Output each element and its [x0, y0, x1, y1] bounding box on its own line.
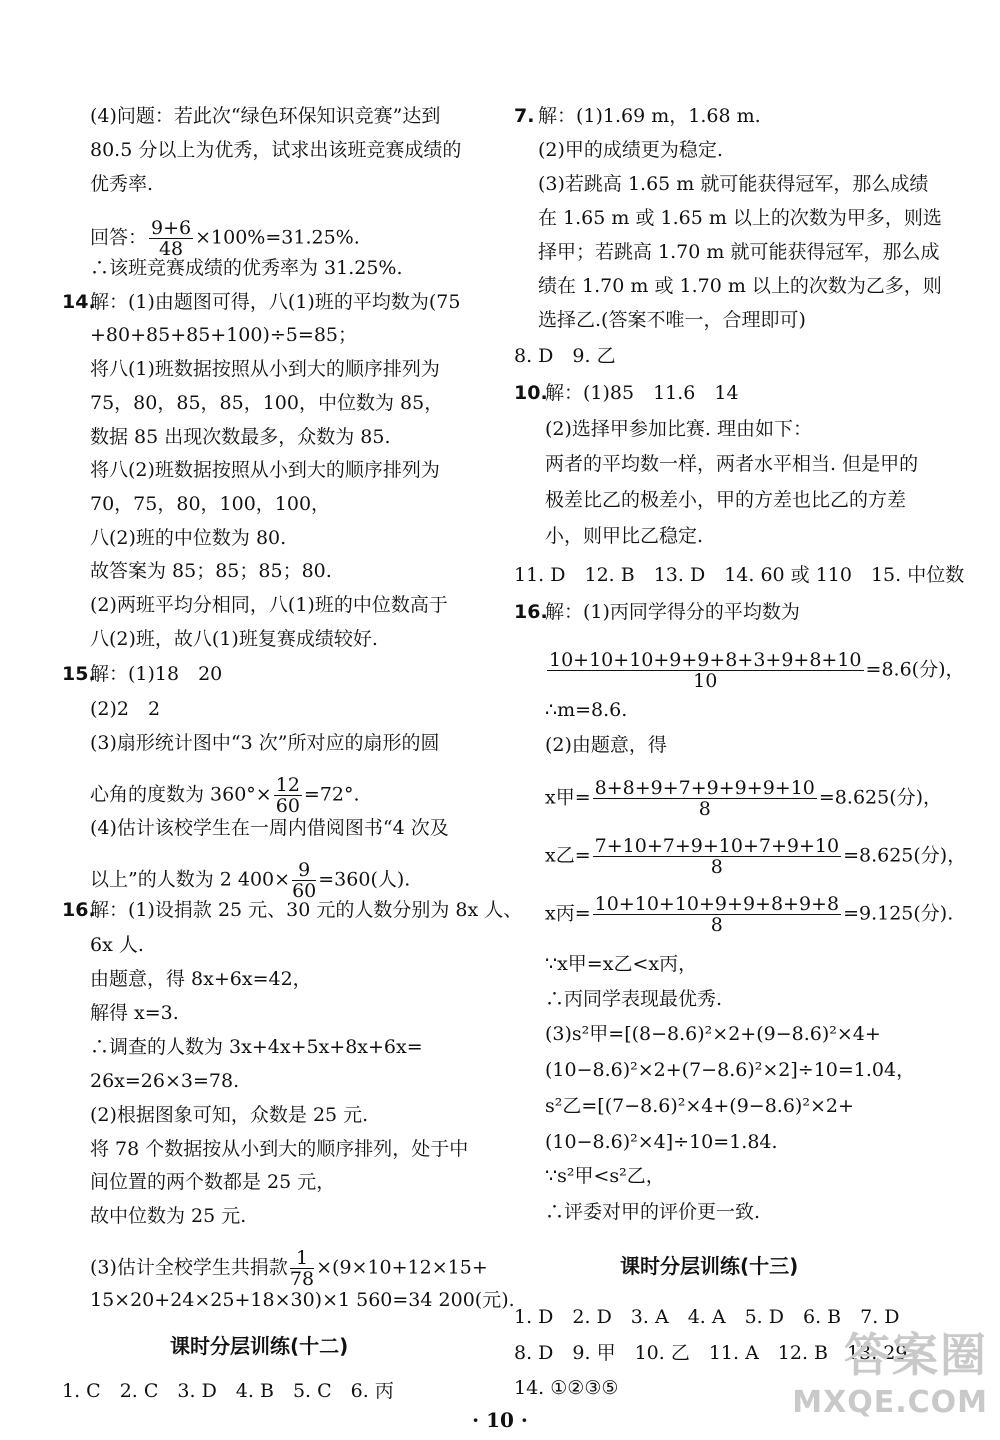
q14-line7: 70，75，80，100，100， [90, 493, 331, 515]
q16-bing-denominator: 8 [710, 914, 723, 936]
q16-line4: 解得 x=3. [90, 1002, 179, 1024]
q16-xbar-yi [545, 836, 966, 877]
section13-answers-row2: 8. D 9. 甲 10. 乙 11. A 12. B 13. 29 [514, 1342, 908, 1364]
q16-line1: 解：(1)丙同学得分的平均数为 [545, 601, 800, 623]
q16-line5: ∴丙同学表现最优秀. [545, 988, 723, 1010]
q13-part4-line3: 优秀率. [90, 173, 154, 195]
q15-line1: 解：(1)18 20 [90, 663, 223, 685]
q16-line9: (10−8.6)²×4]÷10=1.84. [545, 1131, 778, 1153]
q13-part4-line2: 80.5 分以上为优秀，试求出该班竞赛成绩的 [90, 139, 462, 161]
q15-angle-denominator: 60 [275, 795, 300, 817]
q10-line3: 两者的平均数一样，两者水平相当. 但是甲的 [545, 453, 919, 475]
q13-part4-line1: (4)问题：若此次“绿色环保知识竞赛”达到 [90, 105, 441, 127]
q8-9-answers: 8. D 9. 乙 [514, 345, 616, 367]
q15-number: 15. [62, 663, 96, 685]
q7-number: 7. [514, 105, 535, 127]
q15-angle-numerator: 12 [275, 774, 300, 796]
watermark-url: MXQE.COM [792, 1385, 988, 1420]
page-number: · 10 · [472, 1408, 528, 1432]
q16-line5: ∴调查的人数为 3x+4x+5x+8x+6x= [90, 1036, 423, 1058]
q15-count-result: =360(人). [318, 868, 411, 891]
q15-line6 [90, 860, 410, 901]
q16-mean-result: =8.6(分)， [865, 658, 965, 681]
q7-line6: 绩在 1.70 m 或 1.70 m 以上的次数为乙多，则 [538, 275, 942, 297]
q14-line6: 将八(2)班数据按照从小到大的顺序排列为 [90, 459, 440, 481]
q15-line5: (4)估计该校学生在一周内借阅图书“4 次及 [90, 817, 449, 839]
q15-line4 [90, 775, 360, 816]
q16-line7: (10−8.6)²×2+(7−8.6)²×2]÷10=1.04， [545, 1059, 916, 1081]
q7-line5: 择甲；若跳高 1.70 m 就可能获得冠军，那么成 [538, 241, 940, 263]
q14-line10: (2)两班平均分相同，八(1)班的中位数高于 [90, 594, 448, 616]
q16-line10: ∵s²甲<s²乙， [545, 1165, 665, 1187]
q16-xbar-bing [545, 894, 953, 935]
q15-angle-fraction [274, 775, 302, 816]
watermark-logo-text: 答案圈 [844, 1328, 988, 1382]
q15-line6-text: 以上”的人数为 2 400× [90, 868, 291, 891]
q16-jia-fraction [593, 778, 817, 819]
q14-line8: 八(2)班的中位数为 80. [90, 527, 287, 549]
q14-line3: 将八(1)班数据按照从小到大的顺序排列为 [90, 358, 440, 380]
q16-mean-fraction [547, 650, 864, 691]
section-title-13: 课时分层训练(十三) [620, 1254, 799, 1278]
q13-fraction-numerator: 9+6 [151, 217, 192, 239]
q13-fraction-denominator: 48 [158, 238, 184, 260]
section12-answers: 1. C 2. C 3. D 4. B 5. C 6. 丙 [62, 1380, 394, 1402]
section13-answers-row3: 14. ①②③⑤ [514, 1377, 619, 1399]
q15-count-fraction [292, 860, 316, 901]
q16-jia-denominator: 8 [698, 798, 711, 820]
q14-line5: 数据 85 出现次数最多，众数为 85. [90, 426, 391, 448]
q16-donation-fraction [290, 1248, 314, 1289]
q16-line2: 6x 人. [90, 934, 144, 956]
q16-yi-denominator: 8 [710, 856, 723, 878]
q14-line4: 75，80，85，85，100，中位数为 85， [90, 392, 444, 414]
section-title-12: 课时分层训练(十二) [170, 1334, 349, 1358]
section13-answers-row1: 1. D 2. D 3. A 4. A 5. D 6. B 7. D [514, 1306, 900, 1328]
q16-number: 16. [62, 899, 96, 921]
q14-line9: 故答案为 85；85；85；80. [90, 560, 332, 582]
q16-line7: (2)根据图象可知，众数是 25 元. [90, 1104, 369, 1126]
q7-line1: 解：(1)1.69 m，1.68 m. [538, 105, 761, 127]
q10-line2: (2)选择甲参加比赛. 理由如下： [545, 418, 812, 440]
q10-line5: 小，则甲比乙稳定. [545, 525, 704, 547]
q15-count-numerator: 9 [292, 860, 316, 881]
q16-xbar-yi-label: x乙= [545, 844, 591, 867]
q7-line7: 选择乙.(答案不唯一，合理即可) [538, 309, 806, 331]
q16-line11: ∴评委对甲的评价更一致. [545, 1201, 761, 1223]
q13-answer [90, 218, 360, 259]
q16-line11 [90, 1248, 488, 1289]
q14-line11: 八(2)班，故八(1)班复赛成绩较好. [90, 628, 378, 650]
q16-line8: s²乙=[(7−8.6)²×4+(9−8.6)²×2+ [545, 1095, 854, 1117]
q16-line2: ∴m=8.6. [545, 699, 628, 721]
q14-line1: 解：(1)由题图可得，八(1)班的平均数为(75 [90, 291, 461, 313]
q16-yi-result: =8.625(分)， [843, 844, 967, 867]
q16-line12: 15×20+24×25+18×30)×1 560=34 200(元). [90, 1289, 515, 1311]
q15-line3: (3)扇形统计图中“3 次”所对应的扇形的圆 [90, 732, 440, 754]
q16-xbar-jia [545, 778, 942, 819]
q14-number: 14. [62, 291, 96, 313]
q16-line11-expression: ×(9×10+12×15+ [316, 1256, 488, 1279]
q16-number: 16. [514, 601, 548, 623]
watermark [792, 1319, 988, 1420]
q10-number: 10. [514, 382, 548, 404]
q7-line4: 在 1.65 m 或 1.65 m 以上的次数为甲多，则选 [538, 207, 942, 229]
q10-line4: 极差比乙的极差小，甲的方差也比乙的方差 [545, 489, 907, 511]
q16-jia-numerator: 8+8+9+7+9+9+9+10 [594, 777, 815, 799]
q16-line3: (2)由题意，得 [545, 734, 667, 756]
q15-angle-result: =72°. [303, 783, 360, 806]
q16-line9: 间位置的两个数都是 25 元， [90, 1171, 336, 1193]
q16-donation-denominator: 78 [289, 1268, 315, 1290]
q16-line4: ∵x甲=x乙<x丙， [545, 953, 698, 975]
q16-xbar-jia-label: x甲= [545, 786, 591, 809]
q16-line11-text: (3)估计全校学生共捐款 [90, 1256, 288, 1279]
q14-line2: +80+85+85+100)÷5=85； [90, 324, 357, 346]
q16-yi-fraction [593, 836, 841, 877]
q7-line2: (2)甲的成绩更为稳定. [538, 139, 723, 161]
q10-line1: 解：(1)85 11.6 14 [545, 382, 739, 404]
q16-bing-numerator: 10+10+10+9+9+8+9+8 [594, 893, 840, 915]
q16-mean-numerator: 10+10+10+9+9+8+3+9+8+10 [549, 649, 862, 671]
q16-xbar-bing-label: x丙= [545, 902, 591, 925]
q13-answer-result: ×100%=31.25%. [195, 226, 360, 249]
q7-line3: (3)若跳高 1.65 m 就可能获得冠军，那么成绩 [538, 173, 929, 195]
q13-answer-label: 回答： [90, 226, 148, 249]
q15-line2: (2)2 2 [90, 698, 161, 720]
q16-line3: 由题意，得 8x+6x=42， [90, 968, 312, 990]
q13-conclusion: ∴该班竞赛成绩的优秀率为 31.25%. [90, 257, 403, 279]
q15-line4-text: 心角的度数为 360°× [90, 783, 272, 806]
q15-count-denominator: 60 [292, 880, 317, 902]
q16-yi-numerator: 7+10+7+9+10+7+9+10 [594, 835, 840, 857]
q16-line6: (3)s²甲=[(8−8.6)²×2+(9−8.6)²×4+ [545, 1023, 881, 1045]
q16-line6: 26x=26×3=78. [90, 1070, 240, 1092]
q13-fraction [149, 218, 193, 259]
q16-bing-result: =9.125(分). [843, 902, 954, 925]
q16-line10: 故中位数为 25 元. [90, 1205, 247, 1227]
q16-donation-numerator: 1 [290, 1248, 314, 1269]
q16-bing-fraction [593, 894, 841, 935]
q16-mean-bing [545, 650, 965, 691]
q16-mean-denominator: 10 [693, 670, 718, 692]
q16-line8: 将 78 个数据按从小到大的顺序排列，处于中 [90, 1138, 469, 1160]
q11-15-answers: 11. D 12. B 13. D 14. 60 或 110 15. 中位数 [514, 564, 965, 586]
q16-jia-result: =8.625(分)， [818, 786, 943, 809]
q16-line1: 解：(1)设捐款 25 元、30 元的人数分别为 8x 人、 [90, 899, 523, 921]
